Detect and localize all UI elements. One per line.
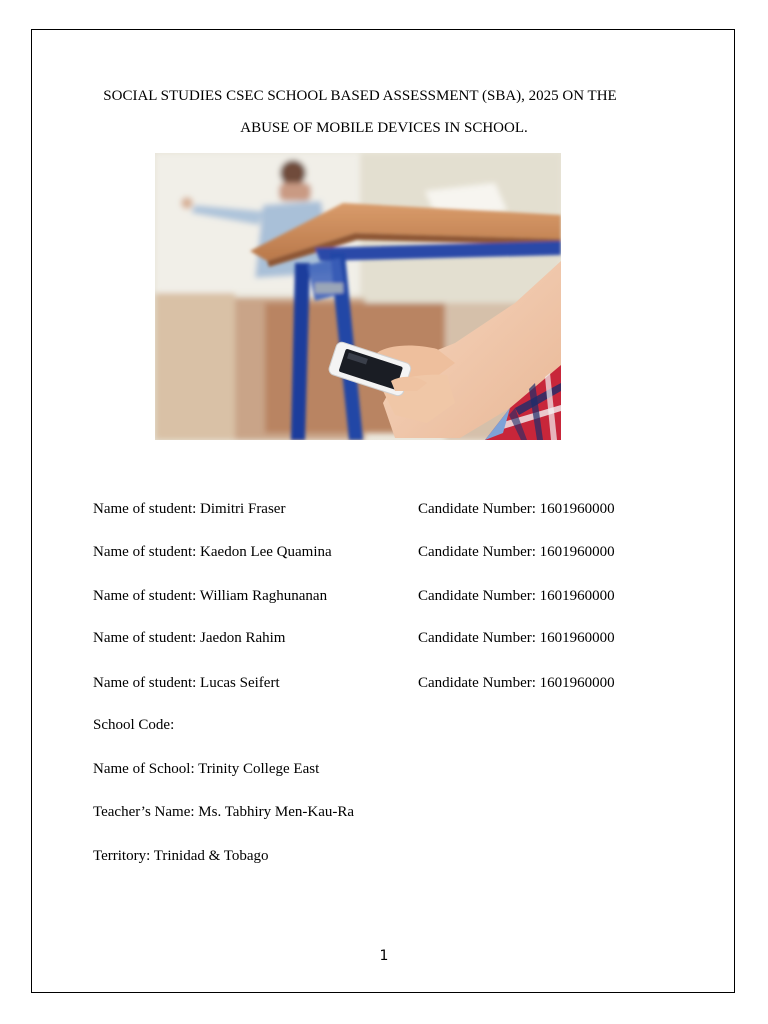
student-row (93, 675, 615, 692)
territory: Territory: Trinidad & Tobago (93, 848, 269, 864)
student-name: Name of student: Kaedon Lee Quamina (93, 544, 332, 560)
cover-photo (155, 153, 561, 440)
student-row (93, 544, 615, 561)
candidate-number: Candidate Number: 1601960000 (418, 544, 615, 560)
student-name: Name of student: William Raghunanan (93, 588, 328, 604)
teacher-name: Teacher’s Name: Ms. Tabhiry Men-Kau-Ra (93, 804, 355, 820)
candidate-number: Candidate Number: 1601960000 (418, 675, 615, 691)
candidate-number: Candidate Number: 1601960000 (418, 588, 615, 604)
student-name: Name of student: Dimitri Fraser (93, 501, 286, 517)
document-title-line-1: SOCIAL STUDIES CSEC SCHOOL BASED ASSESSMENT (SBA), 2025 ON THE (103, 88, 617, 104)
page-number: 1 (379, 948, 389, 964)
school-name: Name of School: Trinity College East (93, 761, 320, 777)
student-name: Name of student: Jaedon Rahim (93, 630, 286, 646)
school-code: School Code: (93, 717, 175, 733)
student-row (93, 630, 615, 647)
student-row (93, 588, 615, 605)
candidate-number: Candidate Number: 1601960000 (418, 630, 615, 646)
student-row (93, 501, 615, 518)
candidate-number: Candidate Number: 1601960000 (418, 501, 615, 517)
document-title-line-2: ABUSE OF MOBILE DEVICES IN SCHOOL. (240, 120, 528, 136)
student-name: Name of student: Lucas Seifert (93, 675, 280, 691)
